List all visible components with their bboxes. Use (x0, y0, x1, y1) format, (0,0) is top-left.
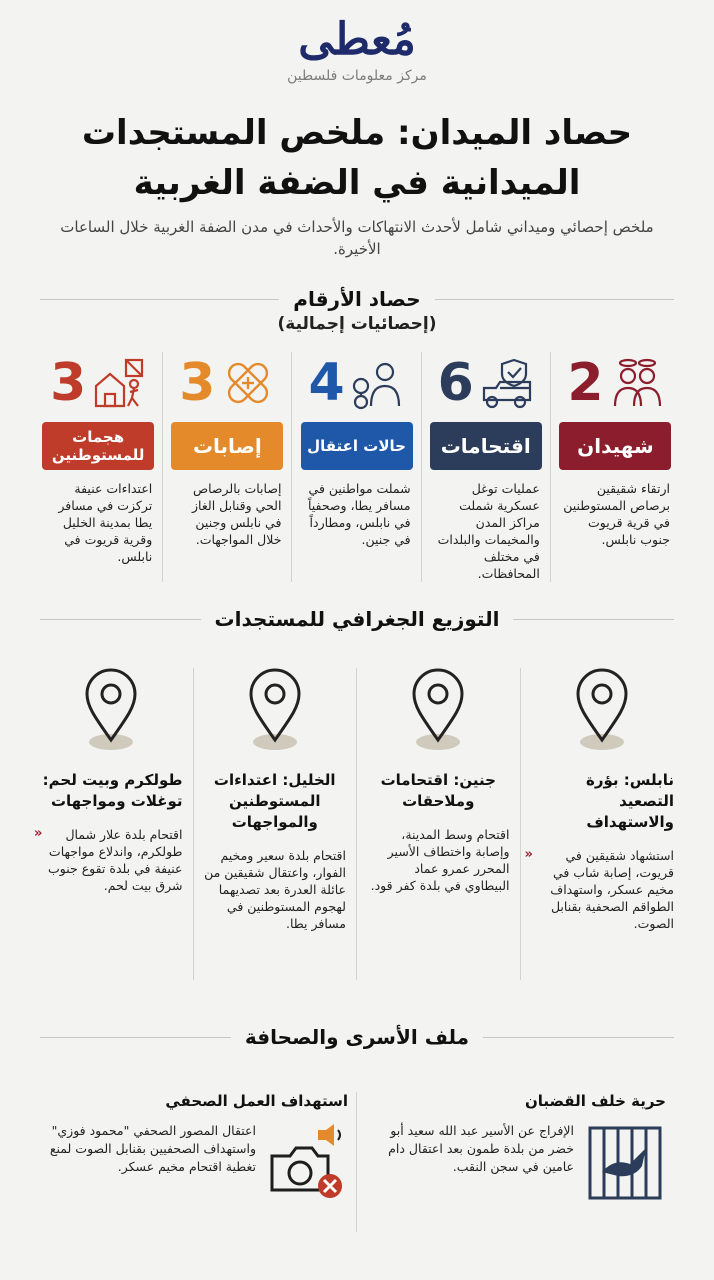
card-title: حرية خلف القضبان (524, 1092, 666, 1110)
card-description: اعتقال المصور الصحفي "محمود فوزي" واستهداف الصحفيين بقنابل الصوت لمنع تغطية اقتحام مخيم عسكر. (49, 1123, 256, 1174)
divider (40, 619, 201, 620)
stat-number: 3 (179, 353, 216, 413)
camera-blocked-icon (266, 1122, 348, 1204)
geo-title: الخليل: اعتداءات المستوطنين والمواجهات (213, 771, 336, 831)
divider (483, 1037, 674, 1038)
geo-description: اقتحام وسط المدينة، وإصابة واختطاف الأسير المحرر عمرو عماد البيطاوي في بلدة كفر قود. (370, 827, 510, 893)
stat-injuries (163, 352, 292, 582)
bandage-icon (221, 356, 275, 410)
location-pin-icon (571, 668, 633, 752)
location-pin-icon (407, 668, 469, 752)
geo-nablus (521, 668, 685, 980)
stats-section-header (40, 284, 674, 314)
press-section-header (40, 1022, 674, 1052)
stat-label: إصابات (171, 422, 283, 470)
stat-martyrs (551, 352, 680, 582)
logo-wordmark: مُعطى (298, 14, 416, 65)
geo-section-title: التوزيع الجغرافي للمستجدات (214, 607, 500, 631)
geo-row (30, 668, 684, 980)
divider (40, 1037, 231, 1038)
prison-bars-dove-icon (584, 1122, 666, 1204)
stats-row (34, 352, 680, 582)
geo-title: نابلس: بؤرة التصعيد والاستهداف (586, 771, 674, 831)
stat-label: شهيدان (559, 422, 671, 470)
geo-description: استشهاد شقيقين في قريوت، إصابة شاب في مخيم عسكر، واستهداف الطواقم الصحفية بقنابل الصوت. (550, 848, 674, 931)
geo-section-header (40, 604, 674, 634)
stat-description: عمليات توغل عسكرية شملت مراكز المدن والمخيمات والبلدات في مختلف المحافظات. (437, 481, 540, 581)
stat-label: حالات اعتقال (301, 422, 413, 470)
military-vehicle-icon (480, 356, 534, 410)
geo-description: اقتحام بلدة علار شمال طولكرم، واندلاع مواجهات عنيفة في بلدة تقوع جنوب شرق بيت لحم. (48, 827, 183, 893)
stat-description: اعتداءات عنيفة تركزت في مسافر يطا بمدينة الخليل وقرية قريوت في نابلس. (58, 481, 153, 564)
card-description: الإفراج عن الأسير عبد الله سعيد أبو خضر من بلدة طمون بعد اعتقال دام عامين في سجن النقب. (388, 1123, 574, 1174)
geo-jenin (357, 668, 521, 980)
geo-tulkarm-bethlehem (30, 668, 194, 980)
stat-arrests (292, 352, 421, 582)
stat-raids (422, 352, 551, 582)
stat-number: 4 (308, 353, 345, 413)
card-press-targeting (40, 1092, 357, 1232)
geo-title: طولكرم وبيت لحم: توغلات ومواجهات (42, 771, 183, 810)
stat-description: شملت مواطنين في مسافر يطا، وصحفياً في نابلس، ومطارداً في جنين. (307, 481, 411, 547)
stat-settler-attacks (34, 352, 163, 582)
logo (0, 14, 714, 84)
stats-section-title: حصاد الأرقام (293, 287, 421, 311)
handcuffs-detainee-icon (351, 356, 405, 410)
martyrs-icon (610, 356, 664, 410)
stat-description: ارتقاء شقيقين برصاص المستوطنين في قرية قريوت جنوب نابلس. (563, 481, 670, 547)
logo-subtitle: مركز معلومات فلسطين (287, 68, 427, 84)
location-pin-icon (244, 668, 306, 752)
divider (40, 299, 279, 300)
geo-title: جنين: اقتحامات وملاحقات (380, 771, 496, 810)
stat-number: 6 (437, 353, 474, 413)
page-title: حصاد الميدان: ملخص المستجدات الميدانية في الضفة الغربية (81, 113, 633, 203)
stat-description: إصابات بالرصاص الحي وقنابل الغاز في نابلس وجنين خلال المواجهات. (192, 481, 282, 547)
press-row (40, 1092, 674, 1232)
stat-label: هجمات للمستوطنين (42, 422, 154, 470)
settler-attack-icon (92, 356, 146, 410)
chevron-left-icon: « (524, 847, 533, 862)
stat-number: 2 (567, 353, 604, 413)
chevron-left-icon: « (34, 826, 43, 841)
geo-hebron (194, 668, 358, 980)
page-subtitle: ملخص إحصائي وميداني شامل لأحدث الانتهاكات والأحداث في مدن الضفة الغربية خلال الساعات الأخيرة. (60, 218, 654, 258)
stats-section-subtitle: (إحصائيات إجمالية) (277, 314, 437, 334)
divider (435, 299, 674, 300)
stat-label: اقتحامات (430, 422, 542, 470)
card-prisoner-release (357, 1092, 674, 1232)
geo-description: اقتحام بلدة سعير ومخيم الفوار، واعتقال شقيقين من عائلة العدرة بعد تصديهما لهجوم المستوطنين في مسافر يطا. (204, 848, 346, 931)
press-section-title: ملف الأسرى والصحافة (244, 1025, 470, 1049)
location-pin-icon (80, 668, 142, 752)
card-title: استهداف العمل الصحفي (165, 1092, 348, 1110)
stat-number: 3 (50, 353, 87, 413)
divider (513, 619, 674, 620)
